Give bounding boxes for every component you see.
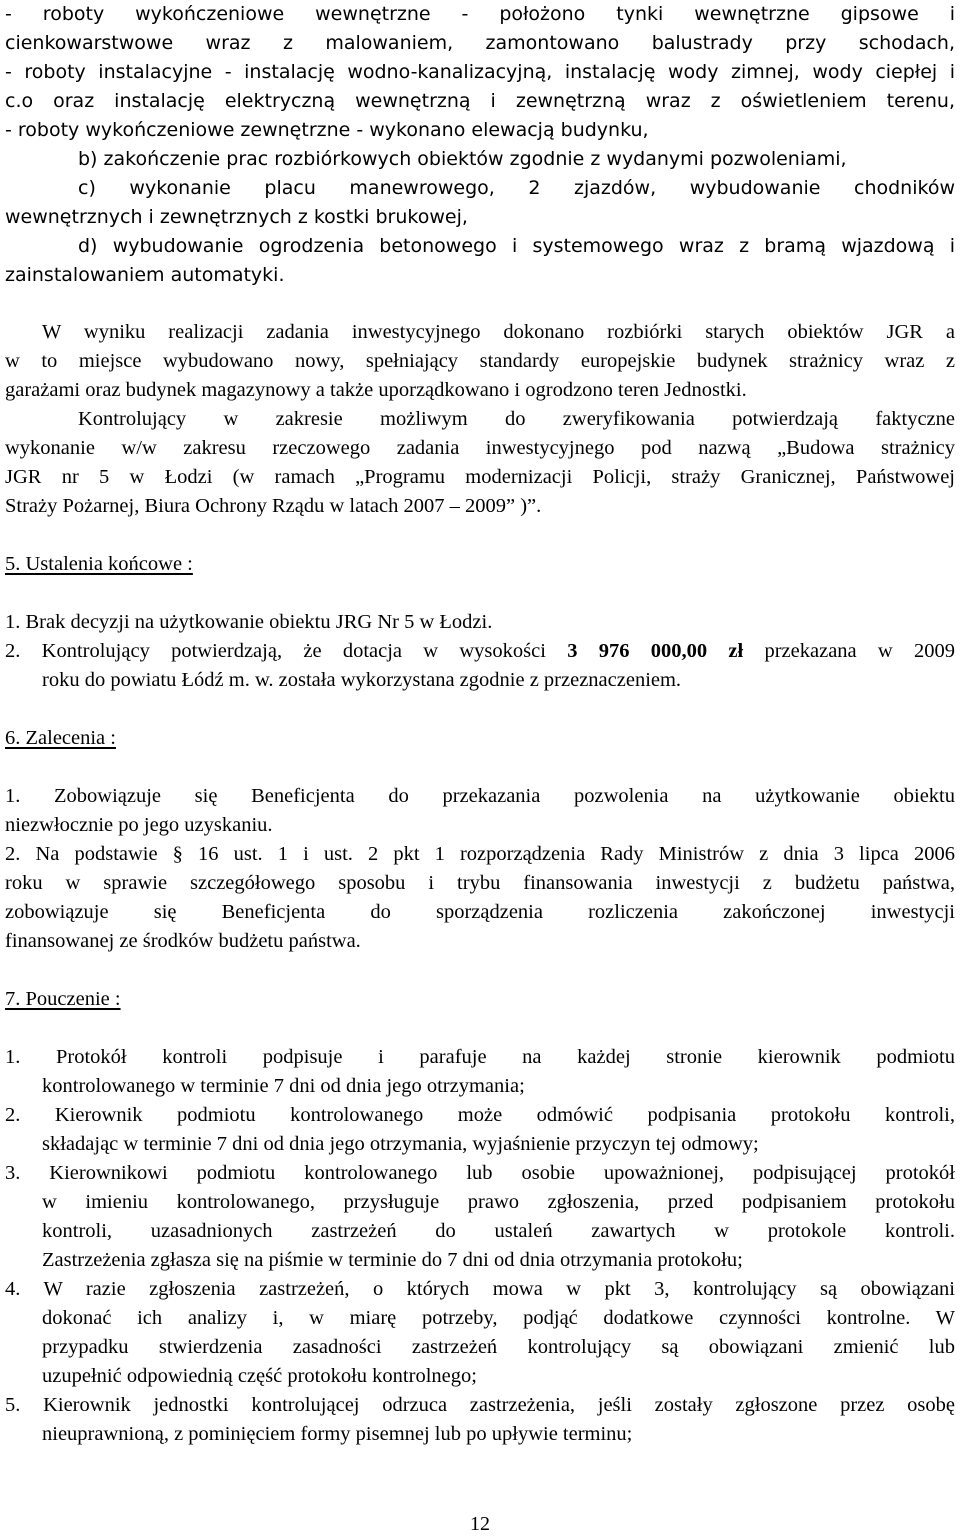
section-heading-recommendations: 6. Zalecenia : [5,727,116,749]
recommendation-2-cont: zobowiązuje się Beneficjenta do sporządzenia rozliczenia zakończonej inwestycji [5,901,955,923]
item-c-cont: wewnętrznych i zewnętrznych z kostki brukowej, [5,206,468,228]
confirmation-paragraph: wykonanie w/w zakresu rzeczowego zadania inwestycyjnego pod nazwą „Budowa strażnicy [5,437,955,459]
summary-paragraph: garażami oraz budynek magazynowy a także uporządkowano i ogrodzono teren Jednostki. [5,379,747,401]
works-line: c.o oraz instalację elektryczną wewnętrzną i zewnętrzną wraz z oświetleniem terenu, [5,90,955,112]
instruction-2: 2. Kierownik podmiotu kontrolowanego może odmówić podpisania protokołu kontroli, [5,1104,955,1126]
section-heading-instructions: 7. Pouczenie : [5,988,121,1010]
works-line: - roboty instalacyjne - instalację wodno-kanalizacyjną, instalację wody zimnej, wody ciepłej i [5,61,955,83]
recommendation-2: 2. Na podstawie § 16 ust. 1 i ust. 2 pkt 1 rozporządzenia Rady Ministrów z dnia 3 lipca 2006 [5,843,955,865]
item-d-cont: zainstalowaniem automatyki. [5,264,285,286]
finding-1: 1. Brak decyzji na użytkowanie obiektu JRG Nr 5 w Łodzi. [5,611,493,633]
item-d: d) wybudowanie ogrodzenia betonowego i systemowego wraz z bramą wjazdową i [78,235,955,257]
instruction-2-cont: składając w terminie 7 dni od dnia jego otrzymania, wyjaśnienie przyczyn tej odmowy; [42,1133,759,1155]
instruction-1-cont: kontrolowanego w terminie 7 dni od dnia jego otrzymania; [42,1075,525,1097]
finding-2: 2. Kontrolujący potwierdzają, że dotacja w wysokości 3 976 000,00 zł przekazana w 2009 [5,640,955,662]
recommendation-1: 1. Zobowiązuje się Beneficjenta do przekazania pozwolenia na użytkowanie obiektu [5,785,955,807]
confirmation-paragraph: JGR nr 5 w Łodzi (w ramach „Programu modernizacji Policji, straży Granicznej, Państwowej [5,466,955,488]
instruction-4-cont: uzupełnić odpowiednią część protokołu kontrolnego; [42,1365,477,1387]
confirmation-paragraph: Kontrolujący w zakresie możliwym do zweryfikowania potwierdzają faktyczne [78,408,955,430]
grant-amount: 3 976 000,00 zł [567,640,744,662]
instruction-3-cont: Zastrzeżenia zgłasza się na piśmie w terminie do 7 dni od dnia otrzymania protokołu; [42,1249,743,1271]
works-line: - roboty wykończeniowe zewnętrzne - wykonano elewacją budynku, [5,119,649,141]
item-c: c) wykonanie placu manewrowego, 2 zjazdów, wybudowanie chodników [78,177,955,199]
instruction-4-cont: przypadku stwierdzenia zasadności zastrzeżeń kontrolujący są obowiązani zmienić lub [42,1336,955,1358]
instruction-5-cont: nieuprawnioną, z pominięciem formy pisemnej lub po upływie terminu; [42,1423,633,1445]
recommendation-2-cont: finansowanej ze środków budżetu państwa. [5,930,361,952]
instruction-3-cont: w imieniu kontrolowanego, przysługuje prawo zgłoszenia, przed podpisaniem protokołu [42,1191,955,1213]
section-heading-findings: 5. Ustalenia końcowe : [5,553,193,575]
works-line: - roboty wykończeniowe wewnętrzne - położono tynki wewnętrzne gipsowe i [5,3,955,25]
recommendation-1-cont: niezwłocznie po jego uzyskaniu. [5,814,273,836]
summary-paragraph: W wyniku realizacji zadania inwestycyjnego dokonano rozbiórki starych obiektów JGR a [42,321,955,343]
instruction-1: 1. Protokół kontroli podpisuje i parafuje na każdej stronie kierownik podmiotu [5,1046,955,1068]
instruction-5: 5. Kierownik jednostki kontrolującej odrzuca zastrzeżenia, jeśli zostały zgłoszone przez osobę [5,1394,955,1416]
instruction-4-cont: dokonać ich analizy i, w miarę potrzeby, podjąć dodatkowe czynności kontrolne. W [42,1307,955,1329]
confirmation-paragraph: Straży Pożarnej, Biura Ochrony Rządu w latach 2007 – 2009” )”. [5,495,542,517]
finding-2-cont: roku do powiatu Łódź m. w. została wykorzystana zgodnie z przeznaczeniem. [42,669,682,691]
summary-paragraph: w to miejsce wybudowano nowy, spełniający standardy europejskie budynek strażnicy wraz z [5,350,955,372]
instruction-4: 4. W razie zgłoszenia zastrzeżeń, o których mowa w pkt 3, kontrolujący są obowiązani [5,1278,955,1300]
instruction-3: 3. Kierownikowi podmiotu kontrolowanego lub osobie upoważnionej, podpisującej protokół [5,1162,955,1184]
item-b: b) zakończenie prac rozbiórkowych obiektów zgodnie z wydanymi pozwoleniami, [78,148,847,170]
works-line: cienkowarstwowe wraz z malowaniem, zamontowano balustrady przy schodach, [5,32,955,54]
page-number: 12 [470,1513,490,1535]
instruction-3-cont: kontroli, uzasadnionych zastrzeżeń do ustaleń zawartych w protokole kontroli. [42,1220,955,1242]
recommendation-2-cont: roku w sprawie szczegółowego sposobu i trybu finansowania inwestycji z budżetu państwa, [5,872,955,894]
